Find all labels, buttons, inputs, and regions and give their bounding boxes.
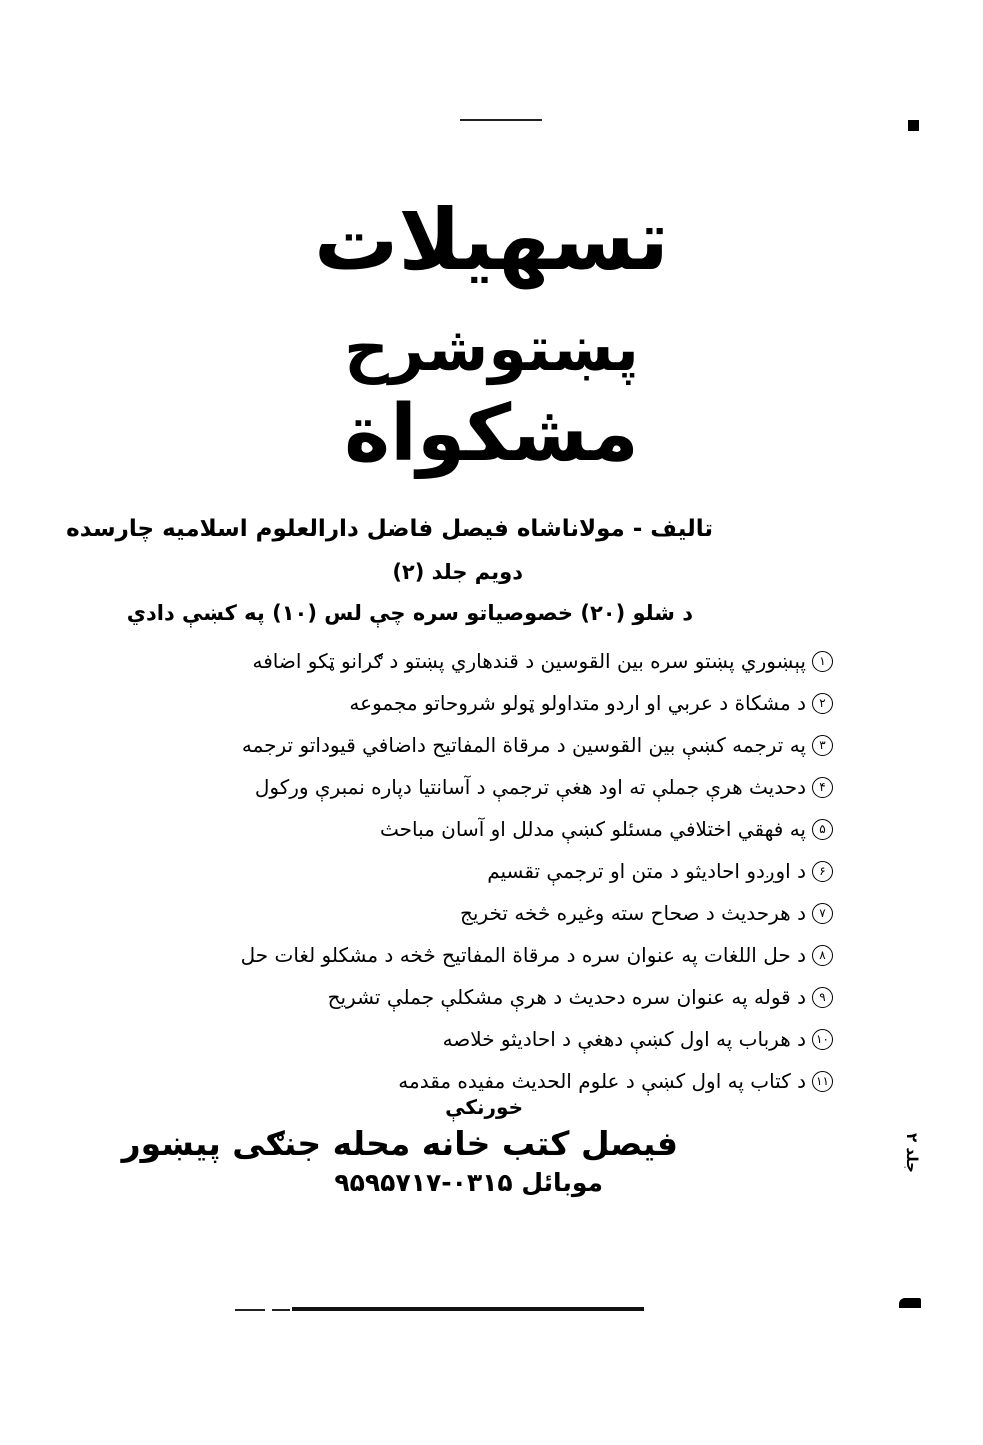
feature-number: ۷ [812,903,833,924]
book-title-line-2: پښتوشرح [344,312,639,385]
feature-text: دحديث هرې جملې ته اود هغې ترجمې د آسانتيا دپاره نمبرې ورکول [254,775,806,799]
feature-item [241,934,833,976]
feature-text: د قوله په عنوان سره دحديث د هرې مشکلې جملې تشريح [327,985,806,1009]
feature-text: د اوږدو احاديثو د متن او ترجمې تقسيم [487,859,806,883]
bottom-rule-dash [235,1309,265,1311]
feature-text: د حل اللغات په عنوان سره د مرقاة المفاتيح څخه د مشکلو لغات حل [240,943,806,967]
author-line: تالیف - مولاناشاه فیصل فاضل دارالعلوم اسلامیه چارسده [66,516,713,542]
feature-number: ۱۱ [812,1071,833,1092]
feature-item [241,976,833,1018]
feature-number: ۸ [812,945,833,966]
feature-item [241,640,833,682]
book-title-line-1: تسهیلات [314,191,669,289]
features-heading: د شلو (۲۰) خصوصیاتو سره چې لس (۱۰) په کښې دادي [126,601,693,625]
feature-item [241,850,833,892]
corner-mark-top [908,120,919,131]
feature-item [241,766,833,808]
feature-item [241,724,833,766]
publisher-mobile: موبائل ۰۳۱۵-۹۵۹۵۷۱۷ [334,1168,603,1197]
feature-item [241,892,833,934]
feature-number: ۲ [812,693,833,714]
feature-number: ۵ [812,819,833,840]
feature-number: ۹ [812,987,833,1008]
feature-item [241,1018,833,1060]
book-title-line-3: مشکواة [344,389,639,479]
feature-number: ۱۰ [812,1029,833,1050]
feature-text: د هرحديث د صحاح سته وغيره څخه تخريج [459,901,806,925]
corner-mark-bottom [899,1298,921,1308]
publisher-label: خورنکې [445,1095,523,1119]
feature-text: د مشکاة د عربي او اردو متداولو ټولو شروحاتو مجموعه [349,691,806,715]
feature-text: د کتاب په اول کښې د علوم الحديث مفيده مقدمه [398,1069,806,1093]
feature-text: د هرباب په اول کښې دهغې د احاديثو خلاصه [442,1027,806,1051]
feature-text: په ترجمه کښې بين القوسين د مرقاة المفاتيح داضافي قيوداتو ترجمه [241,733,806,757]
feature-text: په فهقي اختلافي مسئلو کښې مدلل او آسان مباحث [379,817,806,841]
bottom-rule [292,1307,644,1311]
feature-text: پېښوري پښتو سره بين القوسين د قندهاري پښتو د ګرانو ټکو اضافه [252,649,806,673]
feature-number: ۶ [812,861,833,882]
top-rule [460,119,542,121]
publisher-name: فیصل کتب خانه محله جنګی پیښور [121,1124,678,1163]
feature-item [241,1060,833,1102]
bottom-rule-dash [272,1309,290,1311]
feature-number: ۴ [812,777,833,798]
feature-number: ۳ [812,735,833,756]
volume-line: دویم جلد (۲) [392,560,523,584]
feature-item [241,808,833,850]
features-list [241,640,833,1102]
feature-item [241,682,833,724]
feature-number: ۱ [812,651,833,672]
side-volume-mark: جلد ۲ [903,1133,921,1173]
